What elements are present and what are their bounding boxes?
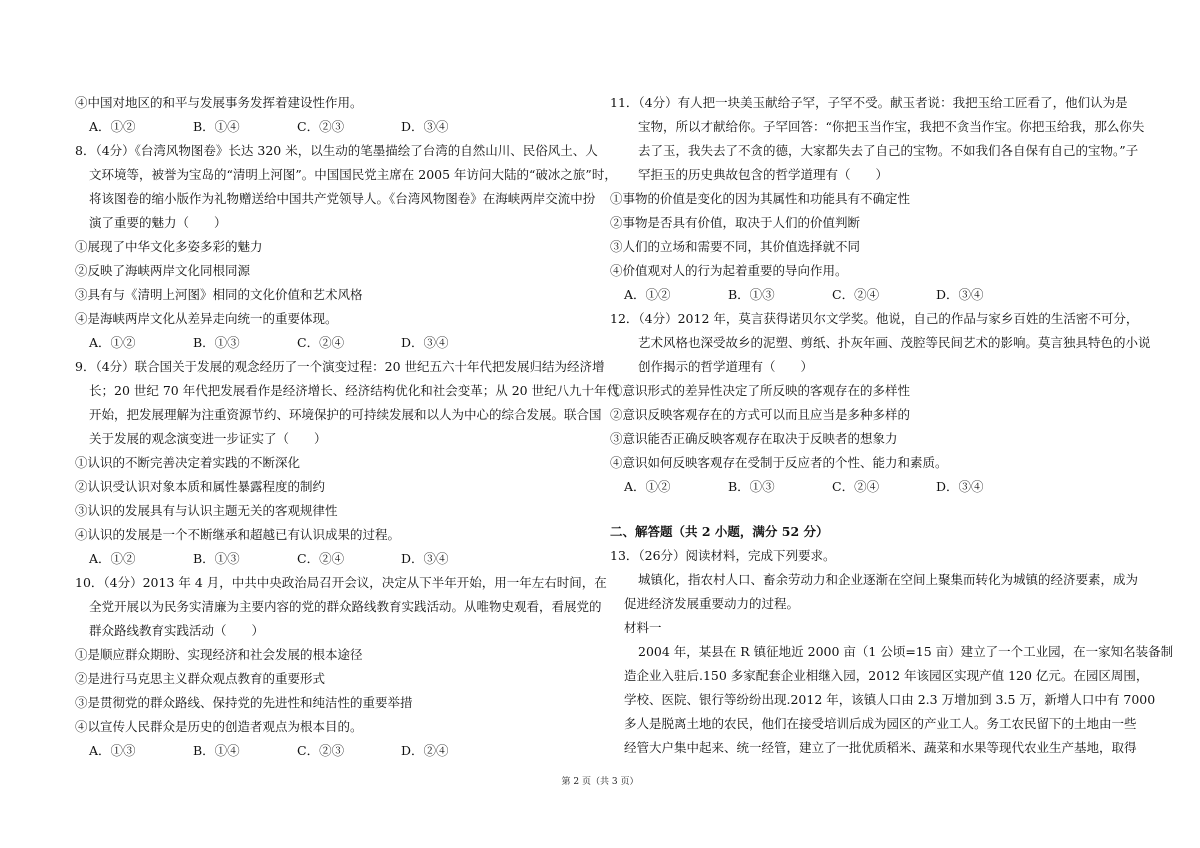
q8-stem-line: 文环境等，被誉为宝岛的“清明上河图”。中国国民党主席在 2005 年访问大陆的“破冰之旅”时，	[89, 167, 617, 182]
q9-stem-line: 长；20 世纪 70 年代把发展看作是经济增长、经济结构优化和社会变革；从 20 世纪八九十年代	[89, 383, 620, 398]
section-heading: 二、解答题（共 2 小题，满分 52 分）	[610, 524, 829, 539]
q11-stem-line: 罕拒玉的历史典故包含的哲学道理有（ ）	[638, 167, 889, 182]
q13-intro-line: 城镇化，指农村人口、畜余劳动力和企业逐渐在空间上聚集而转化为城镇的经济要素，成为	[638, 572, 1139, 587]
q8-stem-line: 8．（4分）《台湾风物图卷》长达 320 米，以生动的笔墨描绘了台湾的自然山川、民俗风土、人	[75, 143, 598, 158]
q11-stem-line: 去了玉，我失去了不贪的德，大家都失去了自己的宝物。不如我们各自保有自己的宝物。”子	[638, 143, 1139, 158]
q10-item: ④以宣传人民群众是历史的创造者观点为根本目的。	[75, 719, 363, 734]
q8-stem-line: 演了重要的魅力（ ）	[89, 215, 227, 230]
q10-stem-line: 全党开展以为民务实清廉为主要内容的党的群众路线教育实践活动。从唯物史观看，看展党的	[89, 599, 602, 614]
q7-option-d: D．③④	[401, 119, 449, 134]
page-footer: 第 2 页（共 3 页）	[561, 777, 639, 787]
material-text-line: 多人是脱离土地的农民，他们在接受培训后成为园区的产业工人。务工农民留下的土地由一些	[624, 716, 1137, 731]
q9-option-c: C．②④	[297, 551, 345, 566]
material-text-line: 造企业入驻后.150 多家配套企业相继入园，2012 年该园区实现产值 120 亿元。在园区周围，	[624, 668, 1149, 683]
q7-options	[89, 119, 505, 135]
q12-stem-line: 艺术风格也深受故乡的泥塑、剪纸、扑灰年画、茂腔等民间艺术的影响。莫言独具特色的小说	[638, 335, 1151, 350]
q10-stem-line: 群众路线教育实践活动（ ）	[89, 623, 265, 638]
material-text-line: 2004 年，某县在 R 镇征地近 2000 亩（1 公顷=15 亩）建立了一个工业园，在一家知名装备制	[638, 644, 1174, 659]
q8-stem-line: 将该图卷的缩小版作为礼物赠送给中国共产党领导人。《台湾风物图卷》在海峡两岸交流中扮	[89, 191, 596, 206]
q9-stem-line: 开始，把发展理解为注重资源节约、环境保护的可持续发展和以人为中心的综合发展。联合国	[89, 407, 602, 422]
q11-options	[624, 287, 1040, 303]
q13-stem: 13．（26分）阅读材料，完成下列要求。	[610, 548, 836, 563]
q12-option-b: B．①③	[728, 479, 775, 494]
q9-option-b: B．①③	[193, 551, 240, 566]
q8-item: ①展现了中华文化多姿多彩的魅力	[75, 239, 263, 254]
q9-item: ①认识的不断完善决定着实践的不断深化	[75, 455, 301, 470]
q13-intro-line: 促进经济发展重要动力的过程。	[624, 596, 800, 611]
q11-option-c: C．②④	[832, 287, 880, 302]
q8-option-b: B．①③	[193, 335, 240, 350]
q10-option-a: A．①③	[89, 743, 136, 758]
q8-option-d: D．③④	[401, 335, 449, 350]
q12-stem-line: 创作揭示的哲学道理有（ ）	[638, 359, 814, 374]
material-label: 材料一	[624, 620, 662, 635]
q11-item: ③人们的立场和需要不同，其价值选择就不同	[610, 239, 861, 254]
q8-option-a: A．①②	[89, 335, 136, 350]
q8-option-c: C．②④	[297, 335, 345, 350]
material-text-line: 经管大户集中起来、统一经管，建立了一批优质稻米、蔬菜和水果等现代农业生产基地，取得	[624, 740, 1137, 755]
q11-option-d: D．③④	[936, 287, 984, 302]
q9-stem-line: 9．（4分）联合国关于发展的观念经历了一个演变过程：20 世纪五六十年代把发展归结为经济增	[75, 359, 605, 374]
q11-stem-line: 宝物，所以才献给你。子罕回答：“你把玉当作宝，我把不贪当作宝。你把玉给我，那么你失	[638, 119, 1145, 134]
q11-option-a: A．①②	[624, 287, 671, 302]
q10-stem-line: 10．（4分）2013 年 4 月，中共中央政治局召开会议，决定从下半年开始，用一年左右时间，在	[75, 575, 607, 590]
q8-item: ②反映了海峡两岸文化同根同源	[75, 263, 251, 278]
q11-item: ②事物是否具有价值，取决于人们的价值判断	[610, 215, 861, 230]
q10-option-d: D．②④	[401, 743, 449, 758]
q11-item: ④价值观对人的行为起着重要的导向作用。	[610, 263, 848, 278]
q9-options	[89, 551, 505, 567]
q12-item: ④意识如何反映客观存在受制于反应者的个性、能力和素质。	[610, 455, 948, 470]
q9-option-d: D．③④	[401, 551, 449, 566]
q12-option-c: C．②④	[832, 479, 880, 494]
q10-option-b: B．①④	[193, 743, 240, 758]
q12-item: ①意识形式的差异性决定了所反映的客观存在的多样性	[610, 383, 911, 398]
q9-item: ②认识受认识对象本质和属性暴露程度的制约	[75, 479, 326, 494]
q9-stem-line: 关于发展的观念演变进一步证实了（ ）	[89, 431, 327, 446]
q12-option-a: A．①②	[624, 479, 671, 494]
q12-item: ②意识反映客观存在的方式可以而且应当是多种多样的	[610, 407, 911, 422]
q8-options	[89, 335, 505, 351]
q8-item: ③具有与《清明上河图》相同的文化价值和艺术风格	[75, 287, 363, 302]
q10-item: ②是进行马克思主义群众观点教育的重要形式	[75, 671, 326, 686]
q7-item-4: ④中国对地区的和平与发展事务发挥着建设性作用。	[75, 95, 363, 110]
q12-options	[624, 479, 1040, 495]
q11-stem-line: 11．（4分）有人把一块美玉献给子罕，子罕不受。献玉者说：我把玉给工匠看了，他们认为是	[610, 95, 1128, 110]
q9-item: ④认识的发展是一个不断继承和超越已有认识成果的过程。	[75, 527, 401, 542]
q12-option-d: D．③④	[936, 479, 984, 494]
q7-option-a: A．①②	[89, 119, 136, 134]
q11-option-b: B．①③	[728, 287, 775, 302]
q11-item: ①事物的价值是变化的因为其属性和功能具有不确定性	[610, 191, 911, 206]
q8-item: ④是海峡两岸文化从差异走向统一的重要体现。	[75, 311, 338, 326]
q12-item: ③意识能否正确反映客观存在取决于反映者的想象力	[610, 431, 898, 446]
q9-option-a: A．①②	[89, 551, 136, 566]
q10-item: ③是贯彻党的群众路线、保持党的先进性和纯洁性的重要举措	[75, 695, 413, 710]
material-text-line: 学校、医院、银行等纷纷出现.2012 年，该镇人口由 2.3 万增加到 3.5 万，新增人口中有 7000	[624, 692, 1156, 707]
q7-option-b: B．①④	[193, 119, 240, 134]
q7-option-c: C．②③	[297, 119, 345, 134]
q10-options	[89, 743, 505, 759]
q9-item: ③认识的发展具有与认识主题无关的客观规律性	[75, 503, 338, 518]
q10-option-c: C．②③	[297, 743, 345, 758]
q12-stem-line: 12．（4分）2012 年，莫言获得诺贝尔文学奖。他说，自己的作品与家乡百姓的生活密不可分，	[610, 311, 1139, 326]
q10-item: ①是顺应群众期盼、实现经济和社会发展的根本途径	[75, 647, 363, 662]
